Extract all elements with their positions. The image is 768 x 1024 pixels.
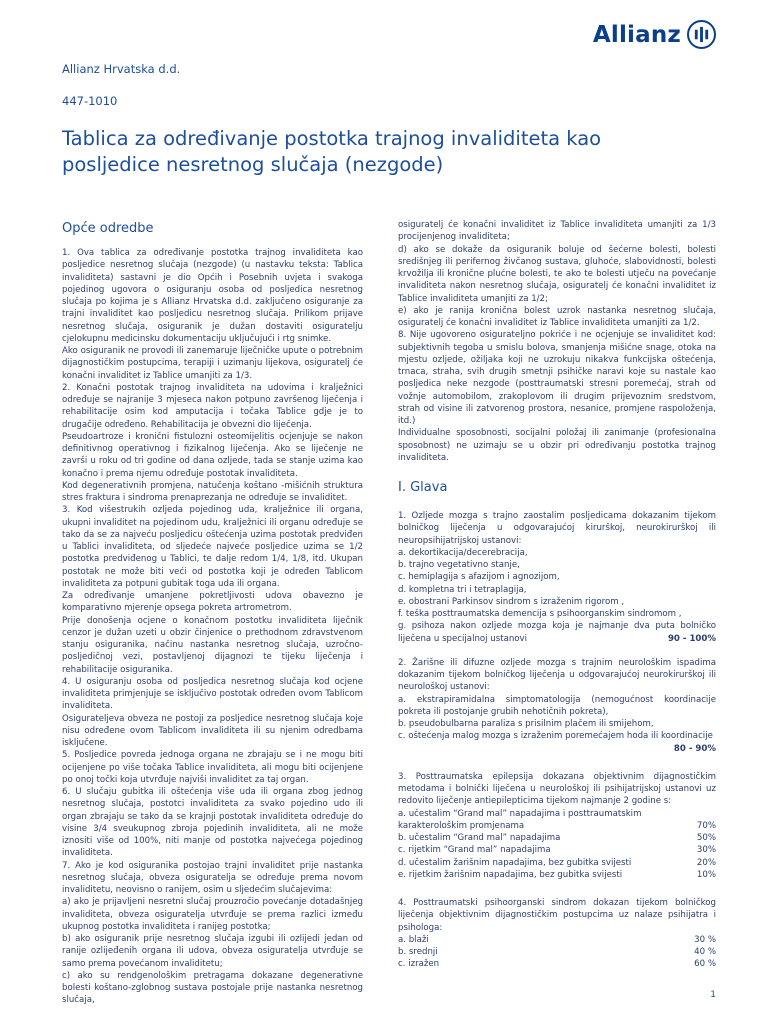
clause-2-intro: 2. Žarišne ili difuzne ozljede mozga s trajnim neurološkim ispadima dokazanim tijekom bolničkog liječenja u odgovarajućoj neurokirurškoj ili neurološkoj ustanovi: [398,657,716,693]
row-label: a. blaži [398,934,429,945]
allianz-logo [593,20,716,49]
paragraph: d) ako se dokaže da osiguranik boluje od šećerne bolesti, bolesti središnjeg ili perifernog živčanog sustava, gluhoće, slabovidnosti, bolesti krvožilja ili kronične plućne bolesti, te ako te bolesti utječu na povećanje invaliditeta nakon nesretnog slučaja, osiguratelj će konačni invaliditet iz Tablice invaliditeta umanjiti za 1/2; [398,244,716,304]
table-row [398,934,716,946]
paragraph: Osigurateljeva obveza ne postoji za posljedice nesretnog slučaja koje nisu određene ovom Tablicom invaliditeta ili su njenim odredbama isključene. [62,713,363,748]
table-row [398,844,716,856]
paragraph: 7. Ako je kod osiguranika postojao trajni invaliditet prije nastanka nesretnog slučaja, obveza osiguratelja se određuje prema novom invaliditetu, neovisno o ranijem, osim u sljedećim slučajevima: [62,860,363,895]
clause-1-intro: 1. Ozljede mozga s trajno zaostalim posljedicama dokazanim tijekom bolničkog liječenja u odgovarajućoj kirurškoj, neurokirurškoj ili neuropsihijatrijskoj ustanovi: [398,511,716,546]
row-percentage: 50% [696,833,716,843]
row-label: e. rijetkim žarišnim napadajima, bez gubitka svijesti [398,869,623,880]
list-item: g. psihoza nakon ozljede mozga koja je najmanje dva puta bolničko liječena u specijalnoj ustanovi [398,621,716,644]
row-label: c. izražen [398,959,440,970]
paragraph: a) ako je prijavljeni nesretni slučaj prouzročio povećanje dotadašnjeg invaliditeta, obveza osiguratelja utvrđuje se prema razlici između ukupnog postotka invaliditeta i ranijeg postotka; [62,897,363,932]
list-item: b. pseudobulbarna paraliza s prisilnim plačem ili smijehom, [398,719,654,729]
list-item: f. teška posttraumatska demencija s psihoorganskim sindromom , [398,609,682,619]
page-number: 1 [710,990,716,1000]
row-percentage: 20% [696,857,716,868]
paragraph: Pseudoartroze i kronični fistulozni osteomijelitis ocjenjuje se nakon definitivnog operativnog i fizikalnog liječenja. Ako se liječenje ne završi u roku od tri godine od dana ozljede, tada se stanje uzima kao konačno i prema njemu određuje postotak invaliditeta. [62,431,363,479]
document-number: 447-1010 [62,94,118,108]
row-percentage: 10% [696,869,716,880]
paragraph: osiguratelj će konačni invaliditet iz Tablice invaliditeta umanjiti za 1/3 procijenjenog invaliditeta; [398,220,716,243]
paragraph: 5. Posljedice povreda jednoga organa ne zbrajaju se i ne mogu biti ocijenjene po više točaka Tablice invaliditeta, ali mogu biti ocijenjene po onoj točki koja utvrđuje najviši invaliditet za taj organ. [62,750,363,785]
company-name: Allianz Hrvatska d.d. [62,62,181,76]
row-label: b. učestalim “Grand mal” napadajima [398,833,561,843]
paragraph: 1. Ova tablica za određivanje postotka trajnog invaliditeta kao posljedice nesretnog slučaja (nezgode) (u nastavku teksta: Tablica invaliditeta) sastavni je dio Općih i Posebnih uvjeta i svakoga pojedinog ugovora o osiguranju osoba od posljedica nesretnog slučaja po kojima je s Allianz Hrvatska d.d. zaključeno osiguranje za trajni invaliditet kao posljedicu nesretnog slučaja. Prilikom prijave nesretnog slučaja, osiguranik je dužan dostaviti osiguratelju cjelokupnu medicinsku dokumentaciju uključujući i rtg snimke. [62,248,363,344]
list-item: d. kompletna tri i tetraplagija, [398,584,527,595]
paragraph: Prije donošenja ocjene o konačnom postotku invaliditeta liječnik cenzor je dužan uzeti u obzir činjenice o prethodnom zdravstvenom stanju osiguranika, načinu nastanka nesretnog slučaja, uzročno-posljedičnoj vezi, postavljenoj dijagnozi te tijeku liječenja i rehabilitacije osiguranika. [62,615,363,675]
row-percentage: 30 % [694,934,716,945]
paragraph: e) ako je ranija kronična bolest uzrok nastanka nesretnog slučaja, osiguratelj će konačni invaliditet iz Tablice invaliditeta umanjiti za 1/2. [398,305,716,328]
table-row [398,857,716,869]
paragraph: 3. Kod višestrukih ozljeda pojedinog uda, kralježnice ili organa, ukupni invaliditet na pojedinom udu, kralježnici ili organu određuje se tako da se za najveću posljedicu oštećenja uzima postotak predviđen u Tablici invaliditeta, od sljedeće najveće posljedice uzima se 1/2 postotka predviđenog u Tablici, te dalje redom 1/4, 1/8, itd. Ukupan postotak ne može biti veći od postotka koji je određen Tablicom invaliditeta za potpuni gubitak toga uda ili organa. [62,505,363,589]
paragraph: Individualne sposobnosti, socijalni položaj ili zanimanje (profesionalna sposobnost) ne uzimaju se u obzir pri određivanju postotka trajnog invaliditeta. [398,428,716,463]
percentage-value: 80 - 90% [673,743,716,754]
list-item: b. trajno vegetativno stanje, [398,560,520,570]
table-row [398,958,716,970]
row-label: c. rijetkim “Grand mal” napadajima [398,845,551,856]
percentage-value: 90 - 100% [667,633,716,644]
paragraph: 2. Konačni postotak trajnog invaliditeta na udovima i kralježnici određuje se najranije 3 mjeseca nakon potpuno završenog liječenja i rehabilitacije osim kod amputacija i točaka Tablice gdje je to drugačije određeno. Rehabilitacija je obvezni dio liječenja. [62,382,363,430]
page-title: Tablica za određivanje postotka trajnog invaliditeta kao posljedice nesretnog slučaja (nezgode) [62,127,602,176]
row-percentage: 40 % [694,947,716,957]
paragraph: b) ako osiguranik prije nesretnog slučaja izgubi ili ozlijedi jedan od ranije ozlijeđenih organa ili udova, obveza osiguratelja utvrđuje se samo prema povećanom invaliditetu; [62,934,363,969]
table-row [398,946,716,958]
list-item: e. obostrani Parkinsov sindrom s izraženim rigorom , [398,596,625,607]
section-heading-general: Opće odredbe [62,221,154,236]
list-item: c. hemiplagija s afazijom i agnozijom, [398,572,560,583]
clause-3-intro: 3. Posttraumatska epilepsija dokazana objektivnim dijagnostičkim metodama i bolnički liječena u neurološkoj ili psihijatrijskoj ustanovi uz redovito liječenje antiepilepticima tijekom najmanje 2 godine s: [398,771,716,807]
paragraph: Za određivanje umanjene pokretljivosti udova obavezno je komparativno mjerenje opsega pokreta artrometrom. [62,591,363,614]
table-row [398,832,716,844]
list-item: c. oštećenja malog mozga s izraženim poremećajem hoda ili koordinacije [398,731,713,742]
row-percentage: 30% [696,845,716,856]
logo-text: Allianz [592,21,681,48]
table-row [398,808,716,833]
row-label: a. učestalim “Grand mal” napadajima i posttraumatskim karakterološkim promjenama [398,808,642,831]
list-item: a. dekortikacija/decerebracija, [398,547,528,558]
paragraph: c) ako su rendgenološkim pretragama dokazane degenerativne bolesti koštano-zglobnog sustava postojale prije nastanka nesretnog slučaja, [62,970,363,1006]
allianz-eagle-icon [687,20,716,49]
paragraph: Kod degenerativnih promjena, natučenja koštano -mišićnih struktura stres fraktura i sindroma prenaprezanja ne određuje se invaliditet. [62,480,363,503]
section-heading-head: I. Glava [398,480,448,495]
row-percentage: 60 % [694,959,716,970]
clause-4-intro: 4. Posttraumatski psihoorganski sindrom dokazan tijekom bolničkog liječenja objektivnim dijagnostičkim postupcima uz nalaze psihijatra i psihologa: [398,898,716,933]
paragraph: 4. U osiguranju osoba od posljedica nesretnog slučaja kod ocjene invaliditeta primjenjuje se isključivo postotak određen ovom Tablicom invaliditeta. [62,676,363,712]
paragraph: 6. U slučaju gubitka ili oštećenja više uda ili organa zbog jednog nesretnog slučaja, postotci invaliditeta za svako pojedino udo ili organ zbrajaju se tako da se krajnji postotak invaliditeta određuje do visine 3/4 sveukupnog zbroja pojedinih invaliditeta, ali ne može iznositi više od 100%, niti manje od postotka najvećega pojedinog invaliditeta. [62,787,363,859]
row-label: b. srednji [398,947,438,957]
paragraph: 8. Nije ugovoreno osigurateljno pokriće i ne ocjenjuje se invaliditet kod: subjektivnih tegoba u smislu bolova, smanjenja mišićne snage, otoka na mjestu ozljede, ožiljaka koji ne uzrokuju nikakva funkcijska oštećenja, trnaca, straha, svih drugih smetnji psihičke naravi koje su nastale kao posljedica neke nezgode (posttraumatski stresni poremećaj, strah od vožnje automobilom, zrakoplovom ili drugim prijevoznim sredstvom, strah od visine ili zatvorenog prostora, nesanice, promjene raspoloženja, itd.) [398,330,716,426]
right-column [398,219,716,971]
table-row [398,869,716,881]
left-column [62,220,363,1007]
paragraph: Ako osiguranik ne provodi ili zanemaruje liječničke upute o potrebnim dijagnostičkim postupcima, terapiji i uzimanju lijekova, osiguratelj će konačni invaliditet iz Tablice umanjiti za 1/3. [62,346,363,381]
row-percentage: 70% [696,820,716,831]
list-item: a. ekstrapiramidalna simptomatologija (nemogućnost koordinacije pokreta ili postojanje grubih nehotičnih pokreta), [398,694,716,717]
row-label: d. učestalim žarišnim napadajima, bez gubitka svijesti [398,857,632,868]
